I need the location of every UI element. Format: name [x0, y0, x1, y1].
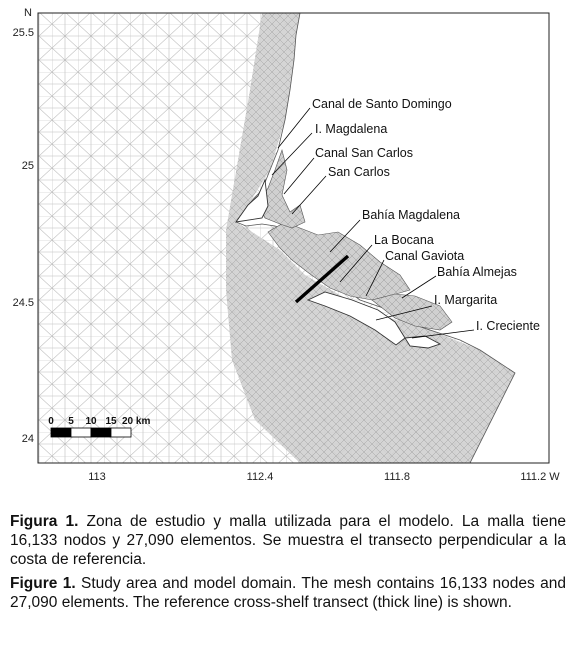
place-label-canal-santo-domingo: Canal de Santo Domingo — [312, 97, 452, 111]
scale-label: 5 — [68, 416, 74, 427]
longitude-axis — [88, 471, 560, 483]
scale-label: 20 km — [122, 416, 151, 427]
lon-tick-label: 111.2 W — [520, 471, 560, 483]
place-label-la-bocana: La Bocana — [374, 233, 434, 247]
latitude-axis — [13, 7, 34, 445]
lat-tick-label: 25.5 — [12, 27, 34, 39]
caption-spanish-text: Zona de estudio y malla utilizada para el modelo. La malla tiene 16,133 nodos y 27,090 elementos. Se muestra el transecto perpendicular a la costa de referencia. — [10, 513, 566, 568]
place-label-canal-san-carlos: Canal San Carlos — [315, 146, 413, 160]
place-label-isla-creciente: I. Creciente — [476, 319, 540, 333]
lon-tick-label: 111.8 — [384, 471, 410, 483]
caption-english — [10, 574, 566, 612]
caption-english-label: Figure 1. — [10, 575, 76, 592]
lon-tick-label: 112.4 — [246, 471, 274, 483]
place-label-canal-gaviota: Canal Gaviota — [385, 249, 465, 263]
scale-label: 10 — [85, 416, 97, 427]
scale-label: 0 — [48, 416, 54, 427]
scale-label: 15 — [105, 416, 117, 427]
north-label: N — [24, 7, 32, 19]
caption-spanish-label: Figura 1. — [10, 513, 79, 530]
place-label-bahia-magdalena: Bahía Magdalena — [362, 208, 460, 222]
lat-tick-label: 24 — [21, 433, 34, 445]
place-label-isla-margarita: I. Margarita — [434, 293, 498, 307]
caption-spanish — [10, 512, 566, 569]
place-label-isla-magdalena: I. Magdalena — [315, 122, 388, 136]
place-label-bahia-almejas: Bahía Almejas — [437, 265, 517, 279]
lon-tick-label: 113 — [88, 471, 106, 483]
lat-tick-label: 25 — [21, 160, 34, 172]
place-label-san-carlos: San Carlos — [328, 165, 390, 179]
caption-english-text: Study area and model domain. The mesh contains 16,133 nodes and 27,090 elements. The reference cross-shelf transect (thick line) is shown. — [10, 575, 566, 611]
lat-tick-label: 24.5 — [12, 297, 34, 309]
